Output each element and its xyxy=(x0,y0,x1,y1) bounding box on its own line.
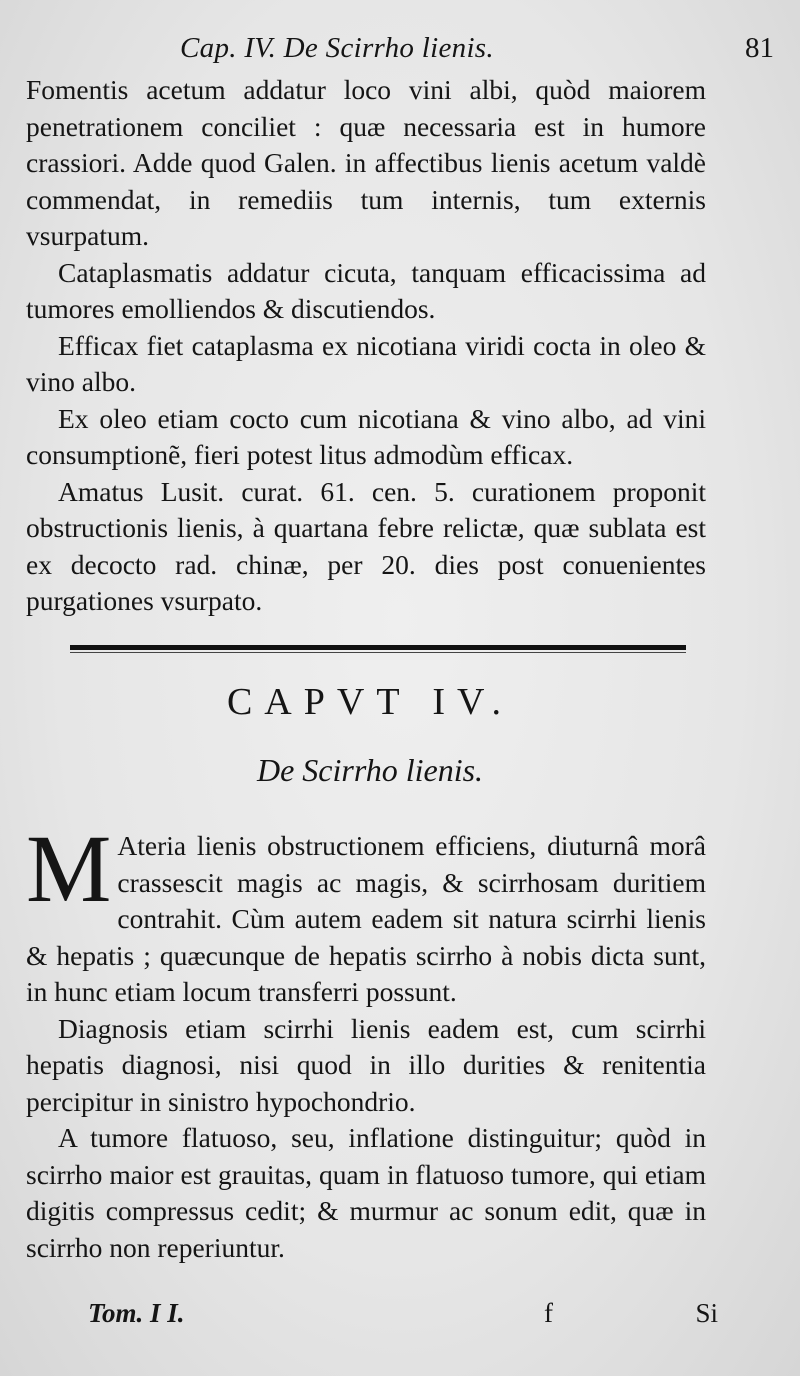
page-header xyxy=(0,26,800,70)
paragraph: Efficax fiet cataplasma ex nicotiana viridi cocta in oleo & vino albo. xyxy=(26,329,706,397)
paragraph: Amatus Lusit. curat. 61. cen. 5. curationem proponit obstructionis lienis, à quartana febre relictæ, quæ sublata est ex decocto rad. chinæ, per 20. dies post conuenientes purgationes vsurpato. xyxy=(26,475,706,616)
text-block-upper xyxy=(26,72,706,620)
signature-mark: f xyxy=(544,1298,553,1328)
catchword: Si xyxy=(695,1298,718,1328)
drop-cap: M xyxy=(26,815,112,922)
paragraph: Cataplasmatis addatur cicuta, tanquam efficacissima ad tumores emolliendos & discutiendos. xyxy=(26,256,706,324)
paragraph: Diagnosis etiam scirrhi lienis eadem est, cum scirrhi hepatis diagnosi, nisi quod in illo durities & renitentia percipitur in sinistro hypochondrio. xyxy=(26,1012,706,1117)
volume-signature: Tom. I I. xyxy=(88,1298,185,1328)
page-number: 81 xyxy=(745,32,774,64)
paragraph-text: Ateria lienis obstructionem efficiens, diuturnâ morâ crassescit magis ac magis, & scirrhosam duritiem contrahit. Cùm autem eadem sit natura scirrhi lienis & hepatis ; quæcunque de hepatis scirrho à nobis dicta sunt, in hunc etiam locum transferri possunt. xyxy=(26,830,706,1007)
paragraph: A tumore flatuoso, seu, inflatione distinguitur; quòd in scirrho maior est grauitas, quam in flatuoso tumore, qui etiam digitis compressus cedit; & murmur ac sonum edit, quæ in scirrho non reperiuntur. xyxy=(26,1122,706,1263)
page-footer xyxy=(0,1298,800,1338)
chapter-subtitle: De Scirrho lienis. xyxy=(256,752,484,788)
text-block-lower xyxy=(26,815,706,1266)
paragraph-with-dropcap xyxy=(26,815,706,1011)
paragraph: Ex oleo etiam cocto cum nicotiana & vino albo, ad vini consumptionẽ, fieri potest litus admodùm efficax. xyxy=(26,402,706,470)
horizontal-rule-divider xyxy=(70,645,686,653)
chapter-heading: CAPVT IV. xyxy=(226,681,514,723)
running-title: Cap. IV. De Scirrho lienis. xyxy=(180,32,494,64)
paragraph: Fomentis acetum addatur loco vini albi, quòd maiorem penetrationem conciliet : quæ necessaria est in humore crassiori. Adde quod Galen. in affectibus lienis acetum valdè commendat, in remediis tum internis, tum externis vsurpatum. xyxy=(26,74,706,251)
